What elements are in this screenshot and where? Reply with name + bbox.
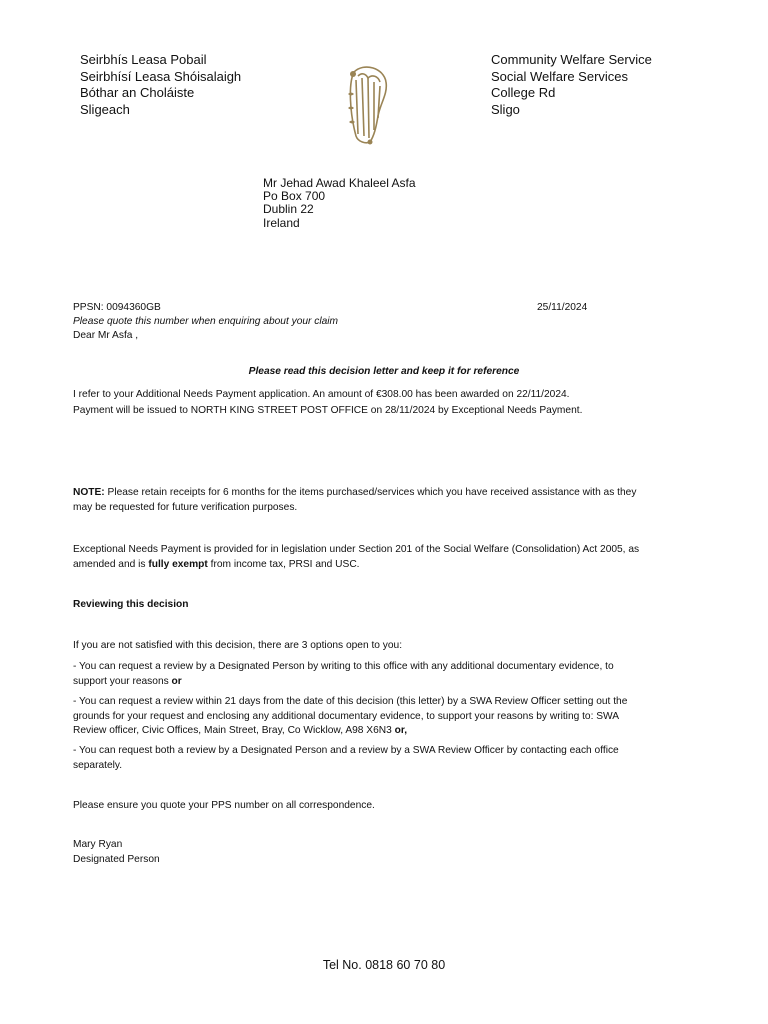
harp-emblem-icon (344, 64, 394, 146)
legislation-text: from income tax, PRSI and USC. (207, 558, 360, 570)
signatory-name: Mary Ryan (73, 839, 123, 850)
legislation-text: amended and is (73, 558, 149, 570)
option-text: grounds for your request and enclosing any additional documentary evidence, to support your reasons by writing to: SWA (73, 710, 620, 722)
note-label: NOTE: (73, 487, 105, 498)
header-irish-line: Sligeach (80, 101, 130, 117)
footer-telephone: Tel No. 0818 60 70 80 (322, 958, 446, 972)
header-irish-line: Seirbhís Leasa Pobail (80, 52, 207, 67)
address-line: Ireland (263, 215, 300, 230)
letter-heading: Please read this decision letter and keep it for reference (248, 366, 520, 377)
salutation: Dear Mr Asfa , (73, 330, 139, 341)
header-english-line: College Rd (491, 85, 556, 100)
note-text: may be requested for future verification purposes. (73, 501, 298, 513)
legislation-text: Exceptional Needs Payment is provided for in legislation under Section 201 of the Social Welfare (Consolidation) Act 2005, as (73, 544, 640, 555)
header-irish-line: Bóthar an Choláiste (80, 85, 195, 100)
ppsn-note: Please quote this number when enquiring about your claim (73, 316, 339, 327)
review-option-1 (73, 660, 713, 689)
note-text: Please retain receipts for 6 months for the items purchased/services which you have received assistance with as they (104, 487, 637, 498)
header-irish (80, 52, 241, 118)
header-english-line: Community Welfare Service (491, 52, 652, 67)
option-text: - You can request a review within 21 days from the date of this decision (this letter) by a SWA Review Officer setting out the (73, 696, 628, 707)
review-option-3 (73, 744, 713, 773)
option-or: or, (394, 725, 408, 736)
signatory-title: Designated Person (73, 854, 160, 865)
payment-line: Payment will be issued to NORTH KING STREET POST OFFICE on 28/11/2024 by Exceptional Needs Payment. (73, 405, 583, 416)
review-heading: Reviewing this decision (73, 599, 189, 610)
header-english-line: Sligo (491, 101, 520, 117)
option-text: - You can request both a review by a Designated Person and a review by a SWA Review Officer by contacting each office (73, 745, 619, 756)
option-text: - You can request a review by a Designated Person by writing to this office with any additional documentary evidence, to (73, 661, 614, 672)
option-or: or (171, 675, 182, 687)
option-text: Review officer, Civic Offices, Main Street, Bray, Co Wicklow, A98 X6N3 (73, 725, 395, 736)
award-line: I refer to your Additional Needs Payment application. An amount of €308.00 has been awarded on 22/11/2024. (73, 389, 570, 400)
option-text: support your reasons (73, 675, 172, 687)
legislation-paragraph (73, 543, 713, 572)
ppsn: PPSN: 0094360GB (73, 302, 161, 313)
review-option-2 (73, 695, 713, 739)
recipient-address (263, 177, 416, 230)
exempt-text: fully exempt (148, 558, 208, 570)
address-line: Po Box 700 (263, 189, 326, 204)
letter-date: 25/11/2024 (537, 302, 588, 313)
note-paragraph (73, 486, 713, 515)
options-intro: If you are not satisfied with this decision, there are 3 options open to you: (73, 640, 403, 651)
header-irish-line: Seirbhísí Leasa Shóisalaigh (80, 68, 242, 84)
pps-reminder: Please ensure you quote your PPS number on all correspondence. (73, 800, 375, 811)
header-english (491, 52, 652, 118)
option-text: separately. (73, 759, 123, 771)
header-english-line: Social Welfare Services (491, 68, 629, 84)
address-line: Dublin 22 (263, 202, 314, 217)
address-line: Mr Jehad Awad Khaleel Asfa (263, 176, 416, 190)
